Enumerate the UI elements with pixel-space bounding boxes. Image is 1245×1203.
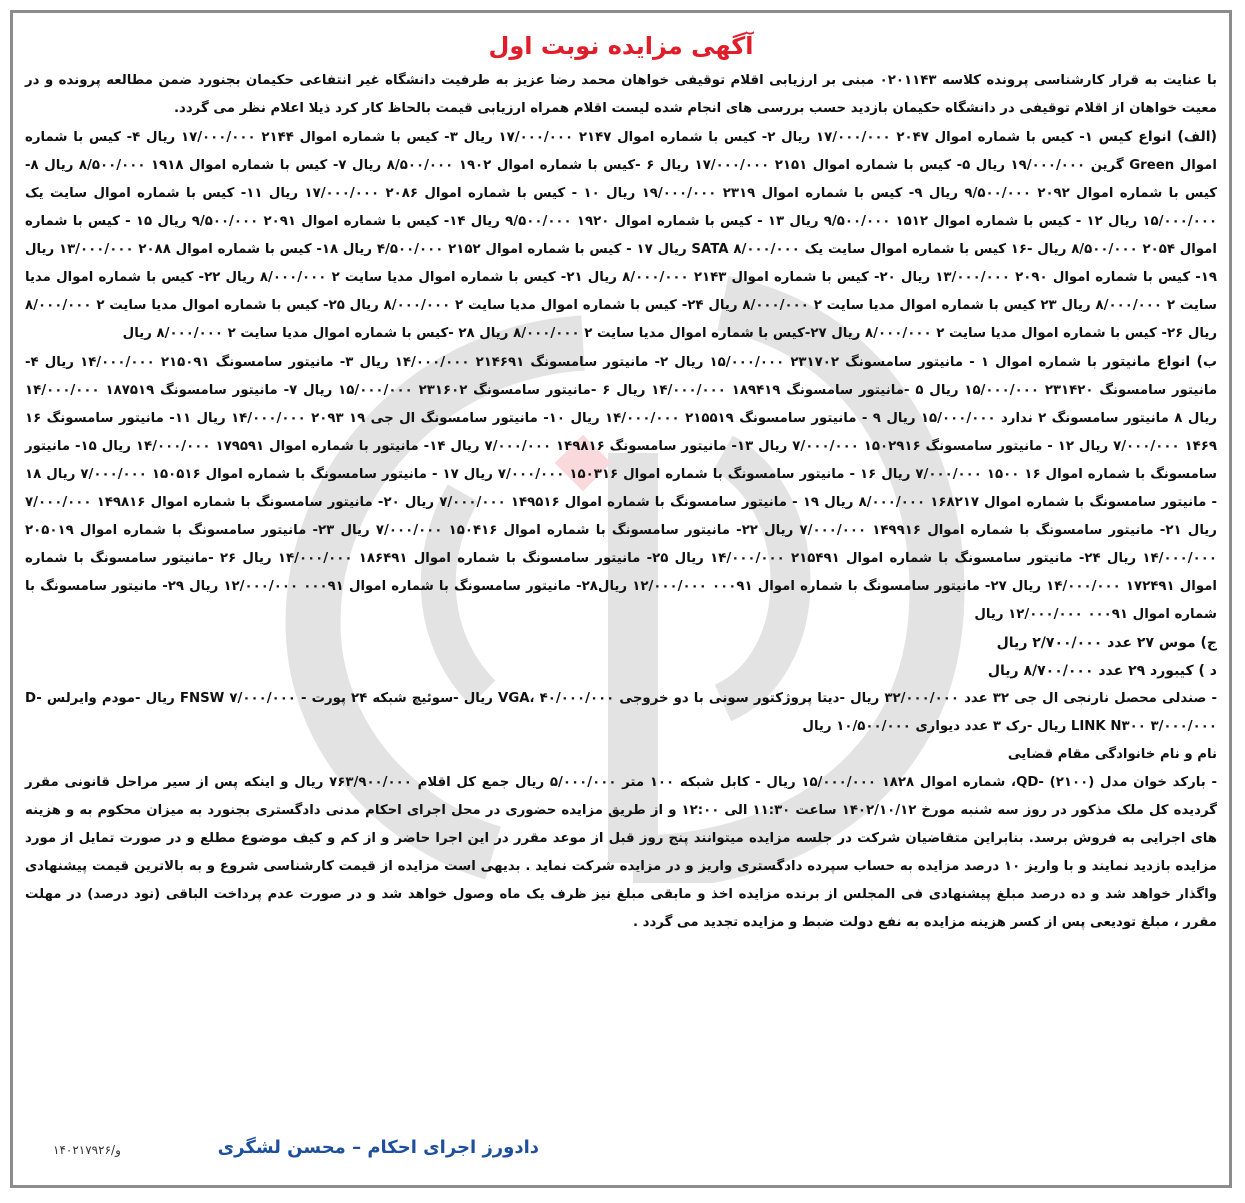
notice-frame xyxy=(10,10,1232,1188)
cases-paragraph xyxy=(25,123,1217,348)
final-paragraph: - بارکد خوان مدل (۲۱۰۰) -QD، شماره اموال ۱۸۲۸ ۱۵/۰۰۰/۰۰۰ ریال - کابل شبکه ۱۰۰ متر ۵/۰۰۰/۰۰۰ ریال جمع کل اقلام ۷۶۳/۹۰۰/۰۰۰ ریال و اینکه پس از سیر مراحل قانونی مقرر گردیده کل ملک مذکور در روز سه شنبه مورخ ۱۴۰۲/۱۰/۱۲ ساعت ۱۱:۳۰ الی ۱۲:۰۰ و از طریق مزایده حضوری در محل اجرای احکام مدنی دادگستری بجنورد به میزان محکوم به و هزینه های اجرایی به فروش برسد. بنابراین متقاضیان شرکت در جلسه مزایده میتوانند پنج روز قبل از موعد مقرر در این اجرا حاضر و از کم و کیف موضوع مطلع و در صورت تمایل از مورد مزایده بازدید نمایند و با واریز ۱۰ درصد مزایده به حساب سپرده دادگستری واریز و در مزایده شرکت نماید . بدیهی است مزایده از قیمت کارشناسی شروع و به بالاترین قیمت پیشنهادی واگذار خواهد شد و ده درصد مبلغ پیشنهادی فی المجلس از برنده مزایده اخذ و مابقی مبلغ نیز ظرف یک ماه وصول خواهد شد و در صورت عدم پرداخت الباقی (نود درصد) در مهلت مقرر ، مبلغ تودیعی پس از کسر هزینه مزایده به نفع دولت ضبط و مزایده تجدید می گردد . xyxy=(25,775,1217,930)
monitors-heading: ب) انواع مانیتور xyxy=(1103,354,1218,370)
cases-heading: (الف) انواع کیس xyxy=(1098,129,1217,145)
monitors-paragraph xyxy=(25,348,1217,629)
notice-code: ۱۴۰۲۱۷۹۲۶/و xyxy=(53,1143,121,1157)
mouse-line: ج) موس ۲۷ عدد ۲/۷۰۰/۰۰۰ ریال xyxy=(996,635,1217,651)
intro-paragraph: با عنایت به قرار کارشناسی پرونده کلاسه ۰۲۰۱۱۴۳ مبنی بر ارزیابی اقلام توقیفی خواهان محمد رضا عزیز به طرفیت دانشگاه غیر انتفاعی حکیمان بجنورد ضمن مطالعه پرونده و در معیت خواهان از اقلام توقیفی در دانشگاه حکیمان بازدید حسب بررسی های انجام شده لیست اقلام همراه ارزیابی قیمت بالحاظ کار کرد ذیلا اعلام نظر می گردد. xyxy=(25,73,1218,116)
keyboard-line: د ) کیبورد ۲۹ عدد ۸/۷۰۰/۰۰۰ ریال xyxy=(987,663,1217,679)
notice-title: آگهی مزایده نوبت اول xyxy=(488,32,754,60)
monitors-list: با شماره اموال ۱ - مانیتور سامسونگ ۲۳۱۷۰۲ ۱۵/۰۰۰/۰۰۰ ریال ۲- مانیتور سامسونگ ۲۱۴۶۹۱ ۱۴/۰۰۰/۰۰۰ ریال ۳- مانیتور سامسونگ ۲۱۵۰۹۱ ۱۴/۰۰۰/۰۰۰ ریال ۴- مانیتور سامسونگ ۲۳۱۴۲۰ ۱۵/۰۰۰/۰۰۰ ریال ۵ -مانیتور سامسونگ ۱۸۹۴۱۹ ۱۴/۰۰۰/۰۰۰ ریال ۶ -مانیتور سامسونگ ۲۳۱۶۰۲ ۱۵/۰۰۰/۰۰۰ ریال ۷- مانیتور سامسونگ ۱۸۷۵۱۹ ۱۴/۰۰۰/۰۰۰ ریال ۸ مانیتور سامسونگ ۲ ندارد ۱۵/۰۰۰/۰۰۰ ریال ۹ - مانیتور سامسونگ ۲۱۵۵۱۹ ۱۴/۰۰۰/۰۰۰ ریال ۱۰- مانیتور سامسونگ ال جی ۱۹ ۲۰۹۳ ۱۴/۰۰۰/۰۰۰ ریال ۱۱- مانیتور سامسونگ ۱۶ ۱۴۶۹ ۷/۰۰۰/۰۰۰ ریال ۱۲ - مانیتور سامسونگ ۱۵۰۲۹۱۶ ۷/۰۰۰/۰۰۰ ریال ۱۳- مانیتور سامسونگ ۱۴۹۸۱۶ ۷/۰۰۰/۰۰۰ ریال ۱۴- مانیتور با شماره اموال ۱۷۹۵۹۱ ۱۴/۰۰۰/۰۰۰ ریال ۱۵- مانیتور سامسونگ با شماره اموال ۱۶ ۱۵۰۰ ۷/۰۰۰/۰۰۰ ریال ۱۶ - مانیتور سامسونگ با شماره اموال ۱۵۰۳۱۶ ۷/۰۰۰/۰۰۰ ریال ۱۷ - مانیتور سامسونگ با شماره اموال ۱۵۰۵۱۶ ۷/۰۰۰/۰۰۰ ریال ۱۸ - مانیتور سامسونگ با شماره اموال ۱۶۸۲۱۷ ۸/۰۰۰/۰۰۰ ریال ۱۹ - مانیتور سامسونگ با شماره اموال ۱۴۹۵۱۶ ۷/۰۰۰/۰۰۰ ریال ۲۰- مانیتور سامسونگ با شماره اموال ۱۴۹۸۱۶ ۷/۰۰۰/۰۰۰ ریال ۲۱- مانیتور سامسونگ با شماره اموال ۱۴۹۹۱۶ ۷/۰۰۰/۰۰۰ ریال ۲۲- مانیتور سامسونگ با شماره اموال ۱۵۰۴۱۶ ۷/۰۰۰/۰۰۰ ریال ۲۳- مانیتور سامسونگ با شماره اموال ۲۰۵۰۱۹ ۱۴/۰۰۰/۰۰۰ ریال ۲۴- مانیتور سامسونگ با شماره اموال ۲۱۵۴۹۱ ۱۴/۰۰۰/۰۰۰ ریال ۲۵- مانیتور سامسونگ با شماره اموال ۱۸۶۴۹۱ ۱۴/۰۰۰/۰۰۰ ریال ۲۶ -مانیتور سامسونگ با شماره اموال ۱۷۲۴۹۱ ۱۴/۰۰۰/۰۰۰ ریال ۲۷- مانیتور سامسونگ با شماره اموال ۰۰۰۹۱ ۱۲/۰۰۰/۰۰۰ ریال۲۸- مانیتور سامسونگ با شماره اموال ۰۰۰۹۱ ۱۲/۰۰۰/۰۰۰ ریال ۲۹- مانیتور سامسونگ با شماره اموال ۰۰۰۹۱ ۱۲/۰۰۰/۰۰۰ ریال xyxy=(25,355,1218,622)
signature: دادورز اجرای احکام – محسن لشگری xyxy=(217,1137,539,1158)
notice-footer xyxy=(13,1131,1229,1171)
cases-list: ۱- کیس با شماره اموال ۲۰۴۷ ۱۷/۰۰۰/۰۰۰ ریال ۲- کیس با شماره اموال ۲۱۴۷ ۱۷/۰۰۰/۰۰۰ ریال ۳- کیس با شماره اموال ۲۱۴۴ ۱۷/۰۰۰/۰۰۰ ریال ۴- کیس با شماره اموال Green گرین ۱۹/۰۰۰/۰۰۰ ریال ۵- کیس با شماره اموال ۲۱۵۱ ۱۷/۰۰۰/۰۰۰ ریال ۶ -کیس با شماره اموال ۱۹۰۲ ۸/۵۰۰/۰۰۰ ریال ۷- کیس با شماره اموال ۱۹۱۸ ۸/۵۰۰/۰۰۰ ریال ۸-کیس با شماره اموال ۲۰۹۲ ۹/۵۰۰/۰۰۰ ریال ۹- کیس با شماره اموال ۲۳۱۹ ۱۹/۰۰۰/۰۰۰ ریال ۱۰ - کیس با شماره اموال ۲۰۸۶ ۱۷/۰۰۰/۰۰۰ ریال ۱۱- کیس با شماره اموال سایت یک ۱۵/۰۰۰/۰۰۰ ریال ۱۲ - کیس با شماره اموال ۱۵۱۲ ۹/۵۰۰/۰۰۰ ریال ۱۳ - کیس با شماره اموال ۱۹۲۰ ۹/۵۰۰/۰۰۰ ریال ۱۴- کیس با شماره اموال ۲۰۹۱ ۹/۵۰۰/۰۰۰ ریال ۱۵ - کیس با شماره اموال ۲۰۵۴ ۸/۵۰۰/۰۰۰ ریال -۱۶ کیس با شماره اموال سایت یک SATA ۸/۰۰۰/۰۰۰ ریال ۱۷ - کیس با شماره اموال ۲۱۵۲ ۴/۵۰۰/۰۰۰ ریال ۱۸- کیس با شماره اموال ۲۰۸۸ ۱۳/۰۰۰/۰۰۰ ریال ۱۹- کیس با شماره اموال ۲۰۹۰ ۱۳/۰۰۰/۰۰۰ ریال ۲۰- کیس با شماره اموال ۲۱۴۳ ۸/۰۰۰/۰۰۰ ریال ۲۱- کیس با شماره اموال مدیا سایت ۲ ۸/۰۰۰/۰۰۰ ریال ۲۲- کیس با شماره اموال مدیا سایت ۲ ۸/۰۰۰/۰۰۰ ریال ۲۳ کیس با شماره اموال مدیا سایت ۲ ۸/۰۰۰/۰۰۰ ریال ۲۴- کیس با شماره اموال مدیا سایت ۲ ۸/۰۰۰/۰۰۰ ریال ۲۵- کیس با شماره اموال مدیا سایت ۲ ۸/۰۰۰/۰۰۰ ریال ۲۶- کیس با شماره اموال مدیا سایت ۲ ۸/۰۰۰/۰۰۰ ریال ۲۷-کیس با شماره اموال مدیا سایت ۲ ۸/۰۰۰/۰۰۰ ریال ۲۸ -کیس با شماره اموال مدیا سایت ۲ ۸/۰۰۰/۰۰۰ ریال xyxy=(25,130,1218,341)
misc-items-paragraph: - صندلی محصل نارنجی ال جی ۳۲ عدد ۳۲/۰۰۰/۰۰۰ ریال -دیتا پروژکتور سونی با دو خروجی VGA، ۴۰/۰۰۰/۰۰۰ ریال -سوئیچ شبکه ۲۴ پورت - FNSW ۷/۰۰۰/۰۰۰ ریال -مودم وایرلس D-LINK N۳۰۰ ۳/۰۰۰/۰۰۰ ریال -رک ۳ عدد دیواری ۱۰/۵۰۰/۰۰۰ ریال xyxy=(25,691,1217,734)
notice-content xyxy=(25,13,1217,937)
judge-line: نام و نام خانوادگی مقام قضایی xyxy=(1007,747,1217,762)
